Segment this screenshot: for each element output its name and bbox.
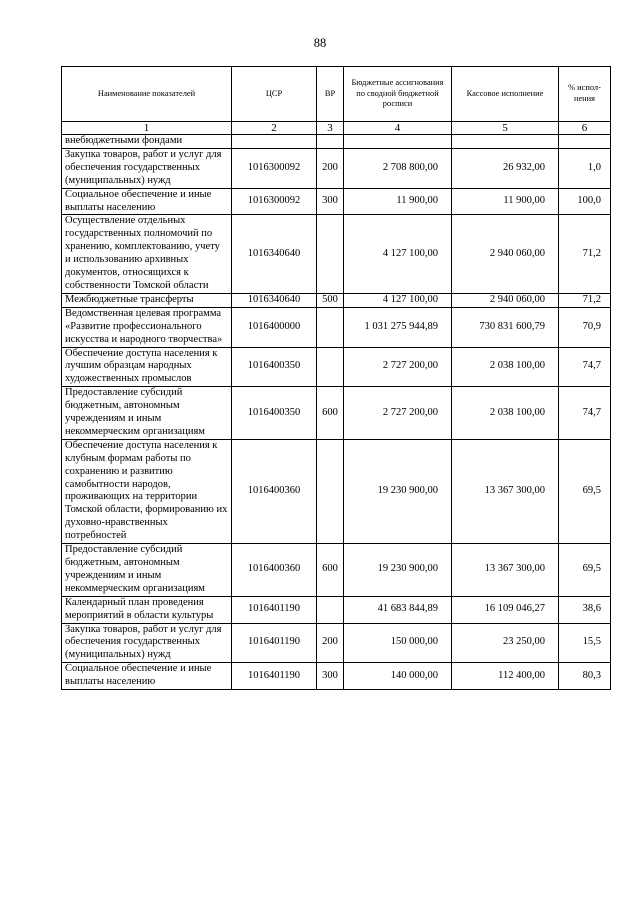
cell-percent: 100,0 [559,188,611,215]
cell-indicator-name: Предоставление субсидий бюджетным, автономным учреждениям и иным некоммерческим организациям [62,387,232,440]
cell-percent [559,135,611,149]
cell-vr [317,215,344,293]
cell-indicator-name: Социальное обеспечение и иные выплаты населению [62,663,232,690]
table-row [62,148,611,188]
cell-indicator-name: Закупка товаров, работ и услуг для обеспечения государственных (муниципальных) нужд [62,148,232,188]
cell-cash: 26 932,00 [452,148,559,188]
cell-budget: 140 000,00 [344,663,452,690]
cell-csr: 1016400000 [232,307,317,347]
column-number: 5 [452,122,559,135]
cell-vr [317,307,344,347]
cell-indicator-name: Обеспечение доступа населения к лучшим образцам народных художественных промыслов [62,347,232,387]
cell-indicator-name: Социальное обеспечение и иные выплаты населению [62,188,232,215]
table-row [62,544,611,597]
cell-csr: 1016401190 [232,596,317,623]
cell-budget: 1 031 275 944,89 [344,307,452,347]
column-number-row [62,122,611,135]
cell-budget: 2 708 800,00 [344,148,452,188]
cell-indicator-name: Ведомственная целевая программа «Развитие профессионального искусства и народного творчества» [62,307,232,347]
cell-vr: 600 [317,387,344,440]
cell-percent: 71,2 [559,293,611,307]
cell-vr: 600 [317,544,344,597]
column-number: 4 [344,122,452,135]
cell-percent: 80,3 [559,663,611,690]
table-row [62,188,611,215]
column-number: 2 [232,122,317,135]
cell-percent: 38,6 [559,596,611,623]
cell-cash: 11 900,00 [452,188,559,215]
table-row [62,439,611,543]
cell-cash: 13 367 300,00 [452,544,559,597]
cell-csr [232,135,317,149]
cell-cash: 2 940 060,00 [452,293,559,307]
header-csr: ЦСР [232,67,317,122]
cell-vr [317,439,344,543]
table-row [62,215,611,293]
cell-percent: 74,7 [559,347,611,387]
cell-vr: 500 [317,293,344,307]
cell-indicator-name: Закупка товаров, работ и услуг для обеспечения государственных (муниципальных) нужд [62,623,232,663]
table-row [62,596,611,623]
table-row [62,307,611,347]
cell-indicator-name: Межбюджетные трансферты [62,293,232,307]
header-execution-percent: % испол-нения [559,67,611,122]
budget-execution-table [61,66,611,690]
cell-indicator-name: Календарный план проведения мероприятий в области культуры [62,596,232,623]
cell-percent: 69,5 [559,544,611,597]
table-row [62,663,611,690]
page-number: 88 [313,36,327,50]
cell-vr [317,596,344,623]
cell-budget: 150 000,00 [344,623,452,663]
cell-budget [344,135,452,149]
cell-budget: 19 230 900,00 [344,544,452,597]
cell-indicator-name: Предоставление субсидий бюджетным, автономным учреждениям и иным некоммерческим организациям [62,544,232,597]
column-number: 1 [62,122,232,135]
cell-budget: 19 230 900,00 [344,439,452,543]
cell-cash: 2 038 100,00 [452,347,559,387]
cell-percent: 71,2 [559,215,611,293]
table-header-row [62,67,611,122]
cell-vr [317,347,344,387]
cell-indicator-name: Обеспечение доступа населения к клубным формам работы по сохранению и развитию самобытности народов, проживающих на территории Томской области, формированию их духовно-нравственных потребностей [62,439,232,543]
cell-percent: 74,7 [559,387,611,440]
cell-csr: 1016400360 [232,439,317,543]
column-number: 6 [559,122,611,135]
cell-csr: 1016400350 [232,347,317,387]
cell-indicator-name: внебюджетными фондами [62,135,232,149]
cell-cash: 13 367 300,00 [452,439,559,543]
cell-budget: 4 127 100,00 [344,215,452,293]
cell-vr: 300 [317,663,344,690]
cell-csr: 1016401190 [232,623,317,663]
cell-budget: 2 727 200,00 [344,347,452,387]
cell-csr: 1016401190 [232,663,317,690]
cell-budget: 41 683 844,89 [344,596,452,623]
cell-indicator-name: Осуществление отдельных государственных полномочий по хранению, комплектованию, учету и использованию архивных документов, относящихся к собственности Томской области [62,215,232,293]
cell-vr [317,135,344,149]
cell-vr: 200 [317,148,344,188]
cell-vr: 200 [317,623,344,663]
cell-cash: 23 250,00 [452,623,559,663]
cell-csr: 1016300092 [232,148,317,188]
cell-vr: 300 [317,188,344,215]
cell-budget: 2 727 200,00 [344,387,452,440]
table-row [62,293,611,307]
cell-csr: 1016340640 [232,215,317,293]
header-budget-allocations: Бюджетные ассигнования по сводной бюджетной росписи [344,67,452,122]
cell-cash: 112 400,00 [452,663,559,690]
cell-csr: 1016400360 [232,544,317,597]
table-row [62,135,611,149]
cell-percent: 1,0 [559,148,611,188]
table-row [62,623,611,663]
cell-cash: 730 831 600,79 [452,307,559,347]
cell-percent: 69,5 [559,439,611,543]
cell-budget: 4 127 100,00 [344,293,452,307]
cell-csr: 1016300092 [232,188,317,215]
table-row [62,387,611,440]
header-cash-execution: Кассовое исполнение [452,67,559,122]
header-indicator-name: Наименование показателей [62,67,232,122]
cell-percent: 15,5 [559,623,611,663]
column-number: 3 [317,122,344,135]
cell-cash: 16 109 046,27 [452,596,559,623]
cell-csr: 1016400350 [232,387,317,440]
cell-cash [452,135,559,149]
cell-cash: 2 038 100,00 [452,387,559,440]
cell-cash: 2 940 060,00 [452,215,559,293]
table-row [62,347,611,387]
cell-percent: 70,9 [559,307,611,347]
header-vr: ВР [317,67,344,122]
cell-budget: 11 900,00 [344,188,452,215]
cell-csr: 1016340640 [232,293,317,307]
